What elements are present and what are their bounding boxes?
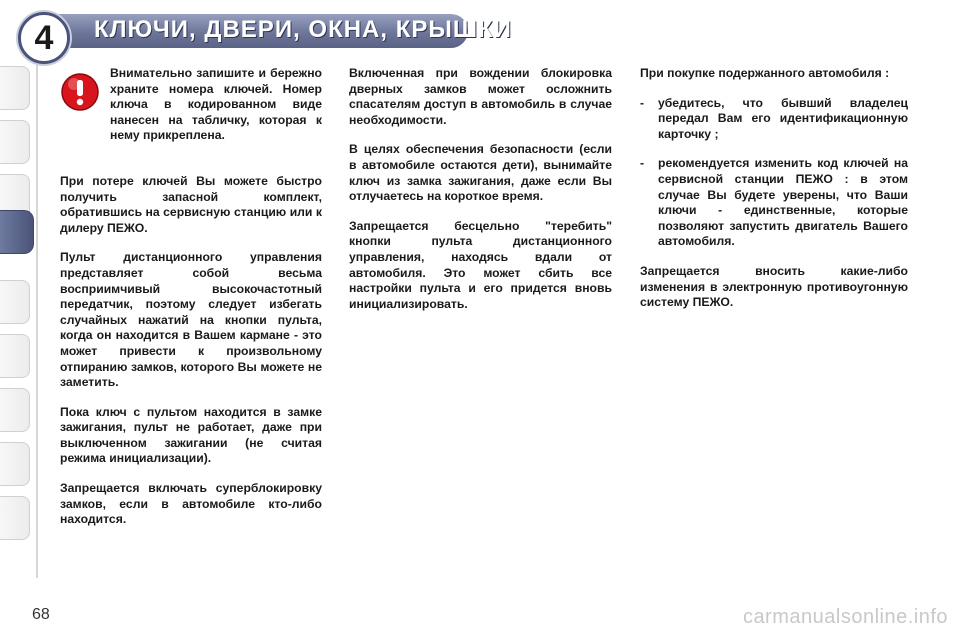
chapter-tab-7[interactable]: [0, 388, 30, 432]
chapter-tab-2[interactable]: [0, 120, 30, 164]
paragraph: Пока ключ с пультом находится в замке зажигания, пульт не работает, даже при выключенном зажигании (не считая режима инициализации).: [60, 404, 322, 466]
list-item: [640, 96, 908, 143]
exclamation-icon: [60, 72, 100, 112]
chapter-tab-9[interactable]: [0, 496, 30, 540]
chapter-tab-6[interactable]: [0, 334, 30, 378]
page-number: 68: [32, 606, 50, 623]
chapter-tab-1[interactable]: [0, 66, 30, 110]
column-3: [640, 66, 908, 325]
page-title: КЛЮЧИ, ДВЕРИ, ОКНА, КРЫШКИ: [94, 16, 512, 43]
list-item: [640, 156, 908, 250]
column-1: [60, 66, 322, 542]
paragraph: В целях обеспечения безопасности (если в автомобиле остаются дети), вынимайте ключ из замка зажигания, даже если Вы отлучаетесь на короткое время.: [349, 142, 612, 204]
paragraph: Запрещается бесцельно "теребить" кнопки пульта дистанционного управления, находясь вдали от автомобиля. Это может сбить все настройки пульта и его придется вновь инициализировать.: [349, 218, 612, 311]
bullet-text: убедитесь, что бывший владелец передал Вам его идентификационную карточку ;: [658, 95, 908, 141]
column-2: [349, 66, 612, 326]
watermark: carmanualsonline.info: [742, 606, 948, 628]
paragraph: Запрещается включать суперблокировку замков, если в автомобиле кто-либо находится.: [60, 481, 322, 527]
chapter-tab-5[interactable]: [0, 280, 30, 324]
warning-block: [60, 66, 322, 158]
bullet-mark: -: [640, 95, 645, 110]
paragraph: При потере ключей Вы можете быстро получить запасной комплект, обратившись на сервисную станцию или к дилеру ПЕЖО.: [60, 173, 322, 235]
warning-text: Внимательно запишите и бережно храните номера ключей. Номер ключа в кодированном виде нанесен на табличку, которая к нему прикреплена.: [110, 66, 322, 143]
chapter-tab-4-active[interactable]: [0, 210, 34, 254]
rail-line: [36, 58, 38, 578]
bullet-mark: -: [640, 156, 645, 171]
paragraph: Пульт дистанционного управления представляет собой весьма восприимчивый высокочастотный передатчик, поэтому следует избегать случайных нажатий на кнопки пульта, когда он находится в Вашем кармане - это может привести к произвольному отпиранию замков, которого Вы можете не заметить.: [60, 250, 322, 390]
bullet-text: рекомендуется изменить код ключей на сервисной станции ПЕЖО : в этом случае Вы будете уверены, что Ваши ключи - единственные, которые позволяют запустить двигатель Вашего автомобиля.: [658, 156, 908, 249]
intro-text: При покупке подержанного автомобиля :: [640, 66, 890, 80]
paragraph: Включенная при вождении блокировка дверных замков может осложнить спасателям доступ в автомобиль в случае необходимости.: [349, 66, 612, 127]
closing-text: Запрещается вносить какие-либо изменения в электронную противоугонную систему ПЕЖО.: [640, 263, 908, 310]
chapter-badge: [18, 12, 70, 64]
chapter-tab-rail: [0, 58, 38, 578]
chapter-tab-8[interactable]: [0, 442, 30, 486]
chapter-number: 4: [34, 19, 54, 57]
